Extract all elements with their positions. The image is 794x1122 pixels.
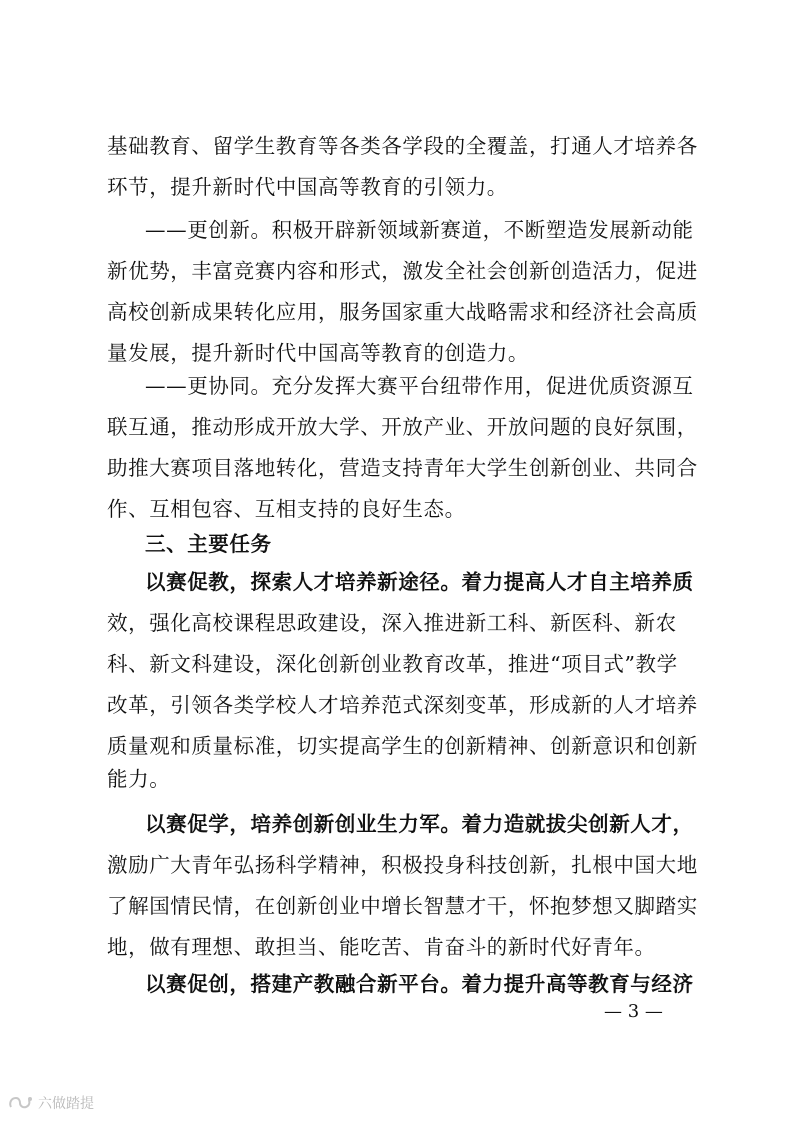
- paragraph-line: ——更协同。充分发挥大赛平台纽带作用，促进优质资源互: [145, 374, 694, 398]
- paragraph-line: 量发展，提升新时代中国高等教育的创造力。: [107, 341, 529, 365]
- paragraph-line: 了解国情民情，在创新创业中增长智慧才干，怀抱梦想又脚踏实: [107, 894, 698, 918]
- watermark-logo-icon: [8, 1094, 34, 1112]
- watermark: [8, 1093, 94, 1113]
- paragraph-line: 以赛促学，培养创新创业生力军。着力造就拔尖创新人才，: [145, 812, 694, 836]
- paragraph-line: 高校创新成果转化应用，服务国家重大战略需求和经济社会高质: [107, 300, 698, 324]
- paragraph-line: 能力。: [107, 767, 171, 791]
- paragraph-line: 以赛促创，搭建产教融合新平台。着力提升高等教育与经济: [145, 972, 694, 996]
- paragraph-line: 作、互相包容、互相支持的良好生态。: [107, 497, 466, 521]
- paragraph-line: 新优势，丰富竞赛内容和形式，激发全社会创新创造活力，促进: [107, 259, 698, 283]
- paragraph-line: ——更创新。积极开辟新领域新赛道，不断塑造发展新动能: [145, 218, 694, 242]
- page-number: — 3 —: [604, 1001, 663, 1022]
- paragraph-line: 基础教育、留学生教育等各类各学段的全覆盖，打通人才培养各: [107, 134, 698, 158]
- paragraph-line: 以赛促教，探索人才培养新途径。着力提高人才自主培养质: [145, 570, 694, 594]
- paragraph-line: 地，做有理想、敢担当、能吃苦、肯奋斗的新时代好青年。: [107, 935, 656, 959]
- paragraph-line: 联互通，推动形成开放大学、开放产业、开放问题的良好氛围，: [107, 415, 698, 439]
- paragraph-line: 质量观和质量标准，切实提高学生的创新精神、创新意识和创新: [107, 734, 698, 758]
- paragraph-line: 助推大赛项目落地转化，营造支持青年大学生创新创业、共同合: [107, 456, 698, 480]
- section-heading: 三、主要任务: [145, 532, 272, 556]
- watermark-text: 六做踏提: [38, 1096, 94, 1112]
- paragraph-line: 改革，引领各类学校人才培养范式深刻变革，形成新的人才培养: [107, 693, 698, 717]
- paragraph-line: 激励广大青年弘扬科学精神，积极投身科技创新，扎根中国大地: [107, 853, 698, 877]
- paragraph-line: 效，强化高校课程思政建设，深入推进新工科、新医科、新农: [107, 611, 677, 635]
- paragraph-line: 环节，提升新时代中国高等教育的引领力。: [107, 175, 508, 199]
- paragraph-line: 科、新文科建设，深化创新创业教育改革，推进“项目式”教学: [107, 652, 678, 676]
